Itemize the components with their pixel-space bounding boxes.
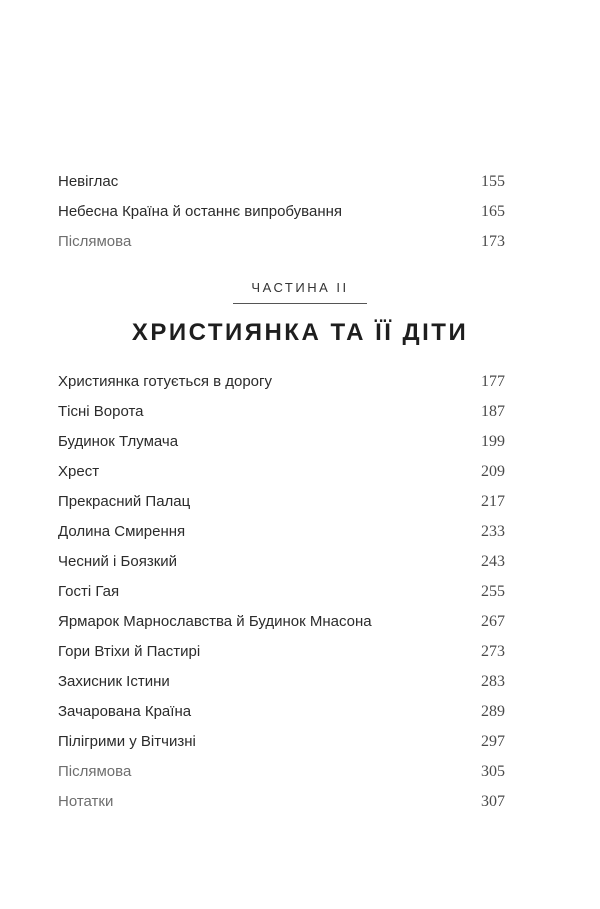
toc-entry-page: 255	[481, 583, 505, 600]
toc-entry-title: Долина Смирення	[58, 523, 186, 540]
toc-entry-page: 187	[481, 403, 505, 420]
toc-entry-page: 283	[481, 673, 505, 690]
toc-entry-page: 307	[481, 793, 505, 810]
toc-entry-afterword	[58, 233, 505, 257]
toc-entry-page: 267	[481, 613, 505, 630]
toc-entry-title: Гори Втіхи й Пастирі	[58, 643, 201, 660]
toc-entry-title: Нотатки	[58, 793, 114, 810]
toc-entry-title: Зачарована Країна	[58, 703, 192, 720]
toc-entry-page: 297	[481, 733, 505, 750]
toc-entry	[58, 373, 505, 397]
toc-entry	[58, 523, 505, 547]
toc-entry-page: 209	[481, 463, 505, 480]
toc-entry-title: Ярмарок Марнославства й Будинок Мнасона	[58, 613, 372, 630]
toc-entry-notes	[58, 793, 505, 817]
toc-entry-title: Гості Гая	[58, 583, 120, 600]
toc-entry-page: 305	[481, 763, 505, 780]
toc-entry-title: Християнка готується в дорогу	[58, 373, 272, 390]
toc-entry-page: 289	[481, 703, 505, 720]
toc-entry-page: 199	[481, 433, 505, 450]
toc-entry-title: Тісні Ворота	[58, 403, 144, 420]
toc-entry-page: 233	[481, 523, 505, 540]
toc-entry-title: Прекрасний Палац	[58, 493, 191, 510]
toc-entry-title: Чесний і Боязкий	[58, 553, 178, 570]
toc-entry	[58, 173, 505, 197]
toc-entry-page: 155	[481, 173, 505, 190]
toc-entry-title: Небесна Країна й останнє випробування	[58, 203, 343, 220]
toc-entry-page: 273	[481, 643, 505, 660]
toc-entry-title: Невіглас	[58, 173, 119, 190]
part-divider	[233, 303, 367, 304]
toc-entry	[58, 733, 505, 757]
toc-entry-page: 173	[481, 233, 505, 250]
toc-entry-afterword	[58, 763, 505, 787]
toc-entry-page: 165	[481, 203, 505, 220]
toc-entry	[58, 203, 505, 227]
toc-entry-page: 177	[481, 373, 505, 390]
toc-entry	[58, 553, 505, 577]
toc-entry	[58, 433, 505, 457]
toc-entry-title: Післямова	[58, 763, 132, 780]
toc-entry-title: Пілігрими у Вітчизні	[58, 733, 196, 750]
toc-entry	[58, 643, 505, 667]
toc-entry-title: Хрест	[58, 463, 100, 480]
toc-entry	[58, 703, 505, 727]
toc-entry-title: Захисник Істини	[58, 673, 170, 690]
toc-entry	[58, 463, 505, 487]
toc-entry-page: 243	[481, 553, 505, 570]
toc-entry	[58, 583, 505, 607]
toc-entry	[58, 673, 505, 697]
part-title: ХРИСТИЯНКА ТА ЇЇ ДІТИ	[131, 319, 469, 346]
toc-entry	[58, 403, 505, 427]
toc-entry	[58, 493, 505, 517]
part-label: ЧАСТИНА II	[251, 280, 349, 295]
toc-entry	[58, 613, 505, 637]
toc-entry-page: 217	[481, 493, 505, 510]
toc-entry-title: Будинок Тлумача	[58, 433, 179, 450]
toc-entry-title: Післямова	[58, 233, 132, 250]
